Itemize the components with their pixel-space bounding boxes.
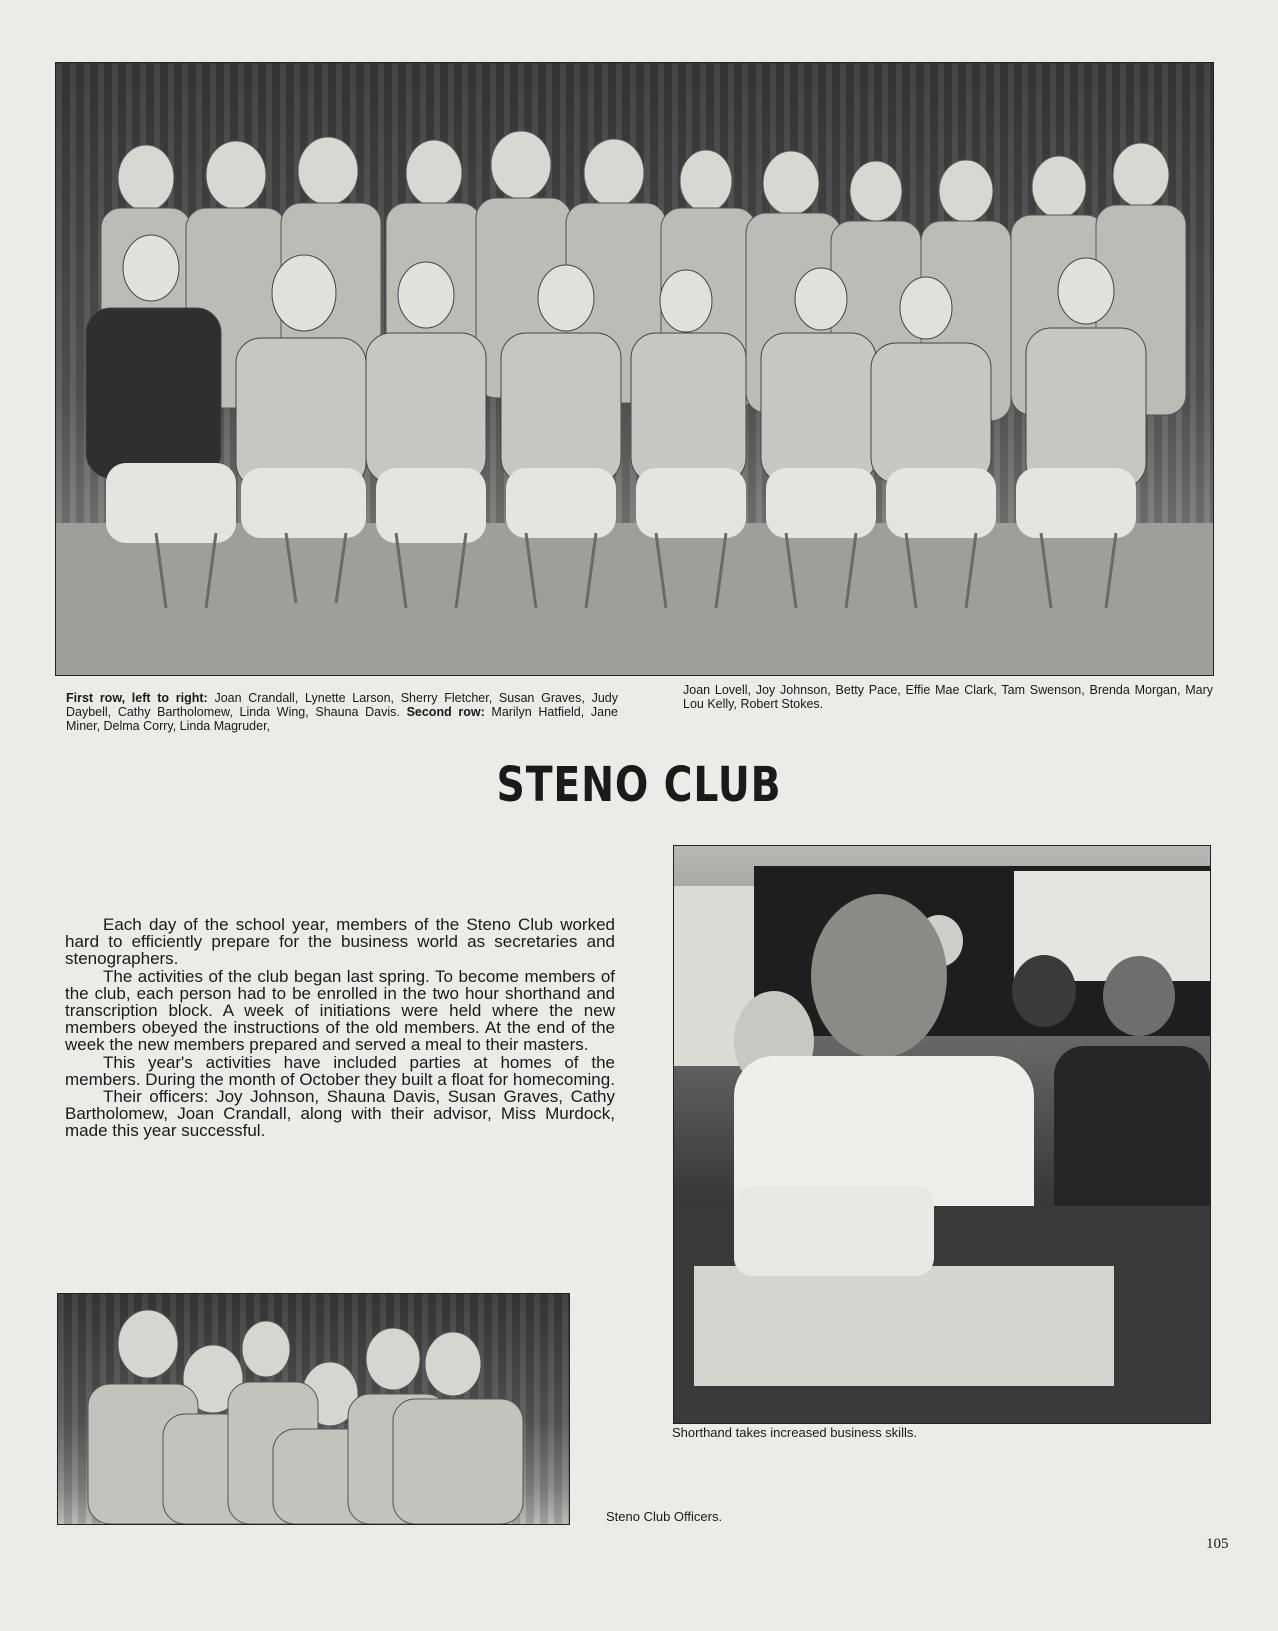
paragraph: Their officers: Joy Johnson, Shauna Davis, Susan Graves, Cathy Bartholomew, Joan Crandall, along with their advisor, Miss Murdock, made this year successful. (65, 1087, 615, 1141)
second-row-names: Marilyn Hatfield, Jane Miner, Delma Corry, Linda Magruder, (66, 705, 618, 733)
page-title: STENO CLUB (496, 757, 782, 813)
article-body (65, 916, 615, 1140)
second-row-label: Second row: (406, 705, 485, 719)
group-photo (55, 62, 1214, 676)
page-number: 105 (1206, 1536, 1229, 1552)
paragraph: Each day of the school year, members of the Steno Club worked hard to efficiently prepare for the business world as secretaries and stenographers. (65, 915, 615, 969)
officers-caption: Steno Club Officers. (606, 1509, 723, 1524)
officers-photo (57, 1293, 570, 1525)
classroom-photo (673, 845, 1211, 1424)
group-caption-left (66, 691, 618, 733)
paragraph: The activities of the club began last spring. To become members of the club, each person had to be enrolled in the two hour shorthand and transcription block. A week of initiations were held where the new members obeyed the instructions of the old members. At the end of the week the new members prepared and served a meal to their masters. (65, 966, 615, 1055)
first-row-label: First row, left to right: (66, 691, 208, 705)
first-row-names: Joan Crandall, Lynette Larson, Sherry Fletcher, Susan Graves, Judy Daybell, Cathy Bartholomew, Linda Wing, Shauna Davis. (66, 691, 618, 719)
classroom-caption: Shorthand takes increased business skills. (672, 1425, 917, 1440)
group-caption-right: Joan Lovell, Joy Johnson, Betty Pace, Effie Mae Clark, Tam Swenson, Brenda Morgan, Mary Lou Kelly, Robert Stokes. (683, 683, 1213, 711)
paragraph: This year's activities have included parties at homes of the members. During the month of October they built a float for homecoming. (65, 1052, 615, 1089)
